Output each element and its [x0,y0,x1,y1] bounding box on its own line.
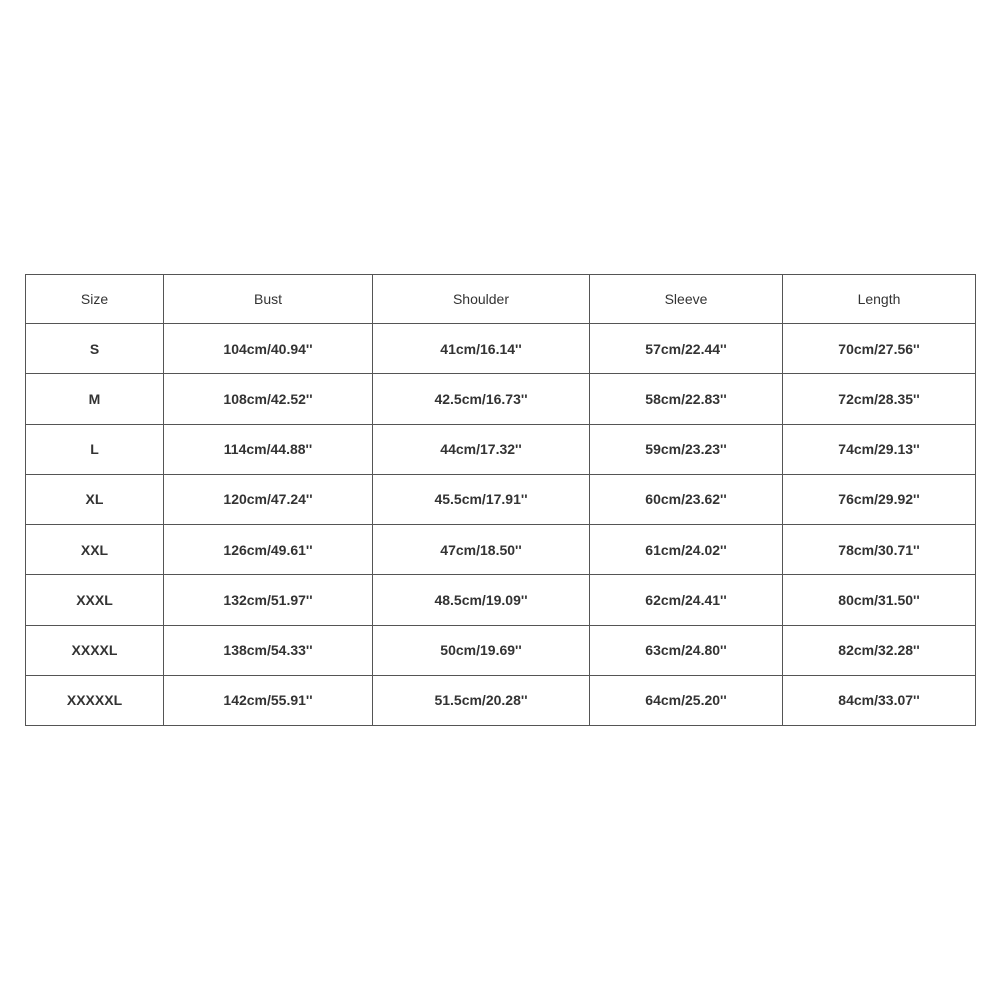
cell-shoulder: 51.5cm/20.28'' [373,675,590,725]
cell-shoulder: 42.5cm/16.73'' [373,374,590,424]
cell-shoulder: 48.5cm/19.09'' [373,575,590,625]
cell-bust: 132cm/51.97'' [164,575,373,625]
cell-sleeve: 61cm/24.02'' [590,525,783,575]
size-chart-header [26,275,976,324]
cell-bust: 126cm/49.61'' [164,525,373,575]
cell-sleeve: 60cm/23.62'' [590,474,783,524]
cell-size: M [26,374,164,424]
cell-bust: 120cm/47.24'' [164,474,373,524]
cell-length: 82cm/32.28'' [783,625,976,675]
cell-bust: 104cm/40.94'' [164,324,373,374]
cell-size: XL [26,474,164,524]
cell-sleeve: 64cm/25.20'' [590,675,783,725]
cell-sleeve: 63cm/24.80'' [590,625,783,675]
cell-shoulder: 45.5cm/17.91'' [373,474,590,524]
cell-sleeve: 58cm/22.83'' [590,374,783,424]
cell-shoulder: 41cm/16.14'' [373,324,590,374]
cell-length: 72cm/28.35'' [783,374,976,424]
table-row [26,625,976,675]
cell-length: 76cm/29.92'' [783,474,976,524]
cell-shoulder: 44cm/17.32'' [373,424,590,474]
size-chart-body [26,324,976,726]
cell-size: XXXXXL [26,675,164,725]
table-row [26,575,976,625]
table-row [26,525,976,575]
cell-size: L [26,424,164,474]
cell-shoulder: 47cm/18.50'' [373,525,590,575]
cell-bust: 114cm/44.88'' [164,424,373,474]
cell-shoulder: 50cm/19.69'' [373,625,590,675]
header-sleeve: Sleeve [590,275,783,324]
cell-bust: 138cm/54.33'' [164,625,373,675]
cell-size: S [26,324,164,374]
cell-length: 70cm/27.56'' [783,324,976,374]
header-size: Size [26,275,164,324]
header-length: Length [783,275,976,324]
header-row [26,275,976,324]
table-row [26,374,976,424]
table-row [26,474,976,524]
header-shoulder: Shoulder [373,275,590,324]
cell-length: 84cm/33.07'' [783,675,976,725]
cell-size: XXL [26,525,164,575]
cell-size: XXXXL [26,625,164,675]
size-chart-table [25,274,976,726]
cell-sleeve: 59cm/23.23'' [590,424,783,474]
cell-bust: 142cm/55.91'' [164,675,373,725]
table-row [26,675,976,725]
cell-sleeve: 62cm/24.41'' [590,575,783,625]
cell-sleeve: 57cm/22.44'' [590,324,783,374]
cell-length: 78cm/30.71'' [783,525,976,575]
header-bust: Bust [164,275,373,324]
table-row [26,324,976,374]
cell-size: XXXL [26,575,164,625]
cell-bust: 108cm/42.52'' [164,374,373,424]
cell-length: 80cm/31.50'' [783,575,976,625]
table-row [26,424,976,474]
cell-length: 74cm/29.13'' [783,424,976,474]
